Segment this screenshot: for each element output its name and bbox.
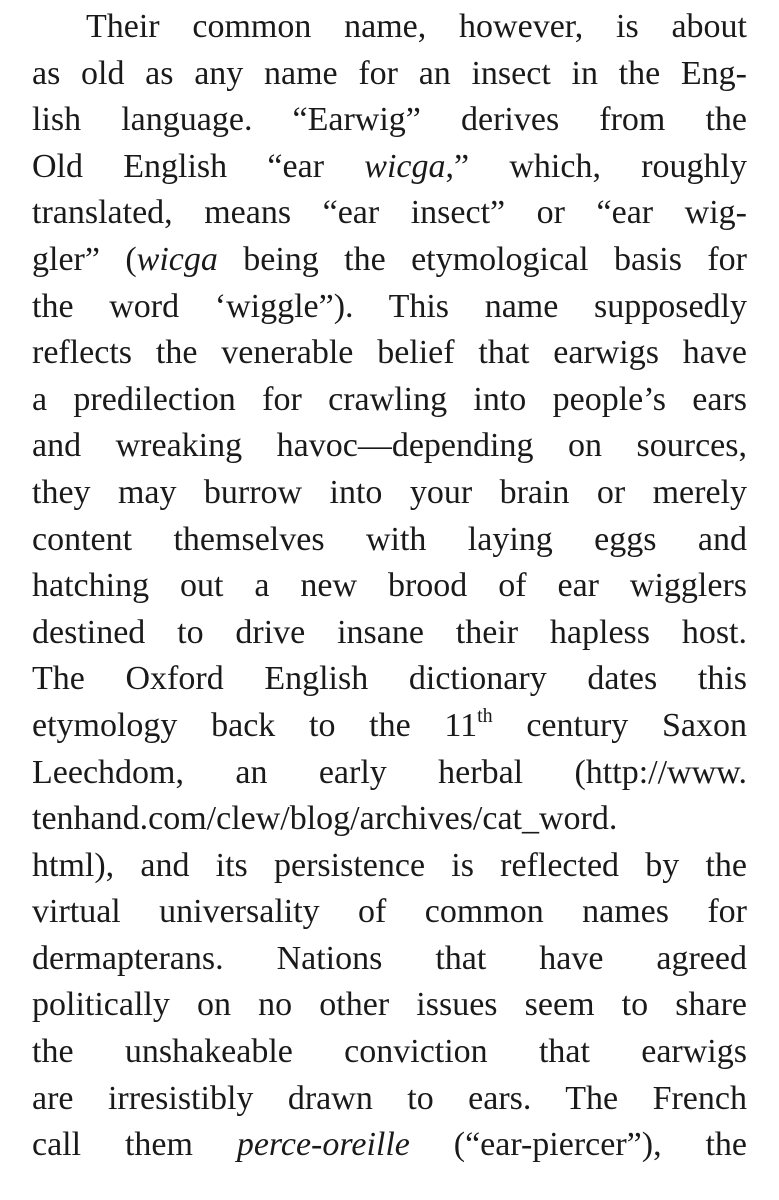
text-line: The Oxford English dictionary dates this xyxy=(32,660,747,698)
text-line: as old as any name for an insect in the Eng- xyxy=(32,54,747,92)
text-line: and wreaking havoc—depending on sources, xyxy=(32,427,747,465)
text-line: Leechdom, an early herbal (http://www. xyxy=(32,753,747,791)
text-line: call them perce-oreille (“ear-piercer”), the xyxy=(32,1126,747,1164)
text-line: they may burrow into your brain or merely xyxy=(32,473,747,511)
text-line: Old English “ear wicga,” which, roughly xyxy=(32,147,747,185)
text-line: html), and its persistence is reflected by the xyxy=(32,846,747,884)
text-line: destined to drive insane their hapless host. xyxy=(32,613,747,651)
text-line: lish language. “Earwig” derives from the xyxy=(32,101,747,139)
document-page xyxy=(32,4,747,1169)
text-line: translated, means “ear insect” or “ear wig- xyxy=(32,194,747,232)
text-line: Their common name, however, is about xyxy=(86,8,747,45)
text-line: the unshakeable conviction that earwigs xyxy=(32,1033,747,1071)
text-line: content themselves with laying eggs and xyxy=(32,520,747,558)
body-paragraph xyxy=(32,4,747,1169)
text-line: politically on no other issues seem to share xyxy=(32,986,747,1024)
text-line: dermapterans. Nations that have agreed xyxy=(32,939,747,977)
text-line: a predilection for crawling into people’s ears xyxy=(32,380,747,418)
text-line: tenhand.com/clew/blog/archives/cat_word. xyxy=(32,800,618,838)
italic-term: wicga xyxy=(364,147,446,185)
text-line: hatching out a new brood of ear wigglers xyxy=(32,567,747,605)
text-line: virtual universality of common names for xyxy=(32,893,747,931)
text-line: etymology back to the 11th century Saxon xyxy=(32,704,747,744)
italic-term: perce-oreille xyxy=(236,1126,410,1164)
ordinal-superscript: th xyxy=(477,704,493,727)
text-line: are irresistibly drawn to ears. The French xyxy=(32,1079,747,1117)
text-line: gler” (wicga being the etymological basis for xyxy=(32,240,747,278)
text-line: reflects the venerable belief that earwigs have xyxy=(32,334,747,372)
italic-term: wicga xyxy=(136,240,218,278)
text-line: the word ‘wiggle”). This name supposedly xyxy=(32,287,747,325)
